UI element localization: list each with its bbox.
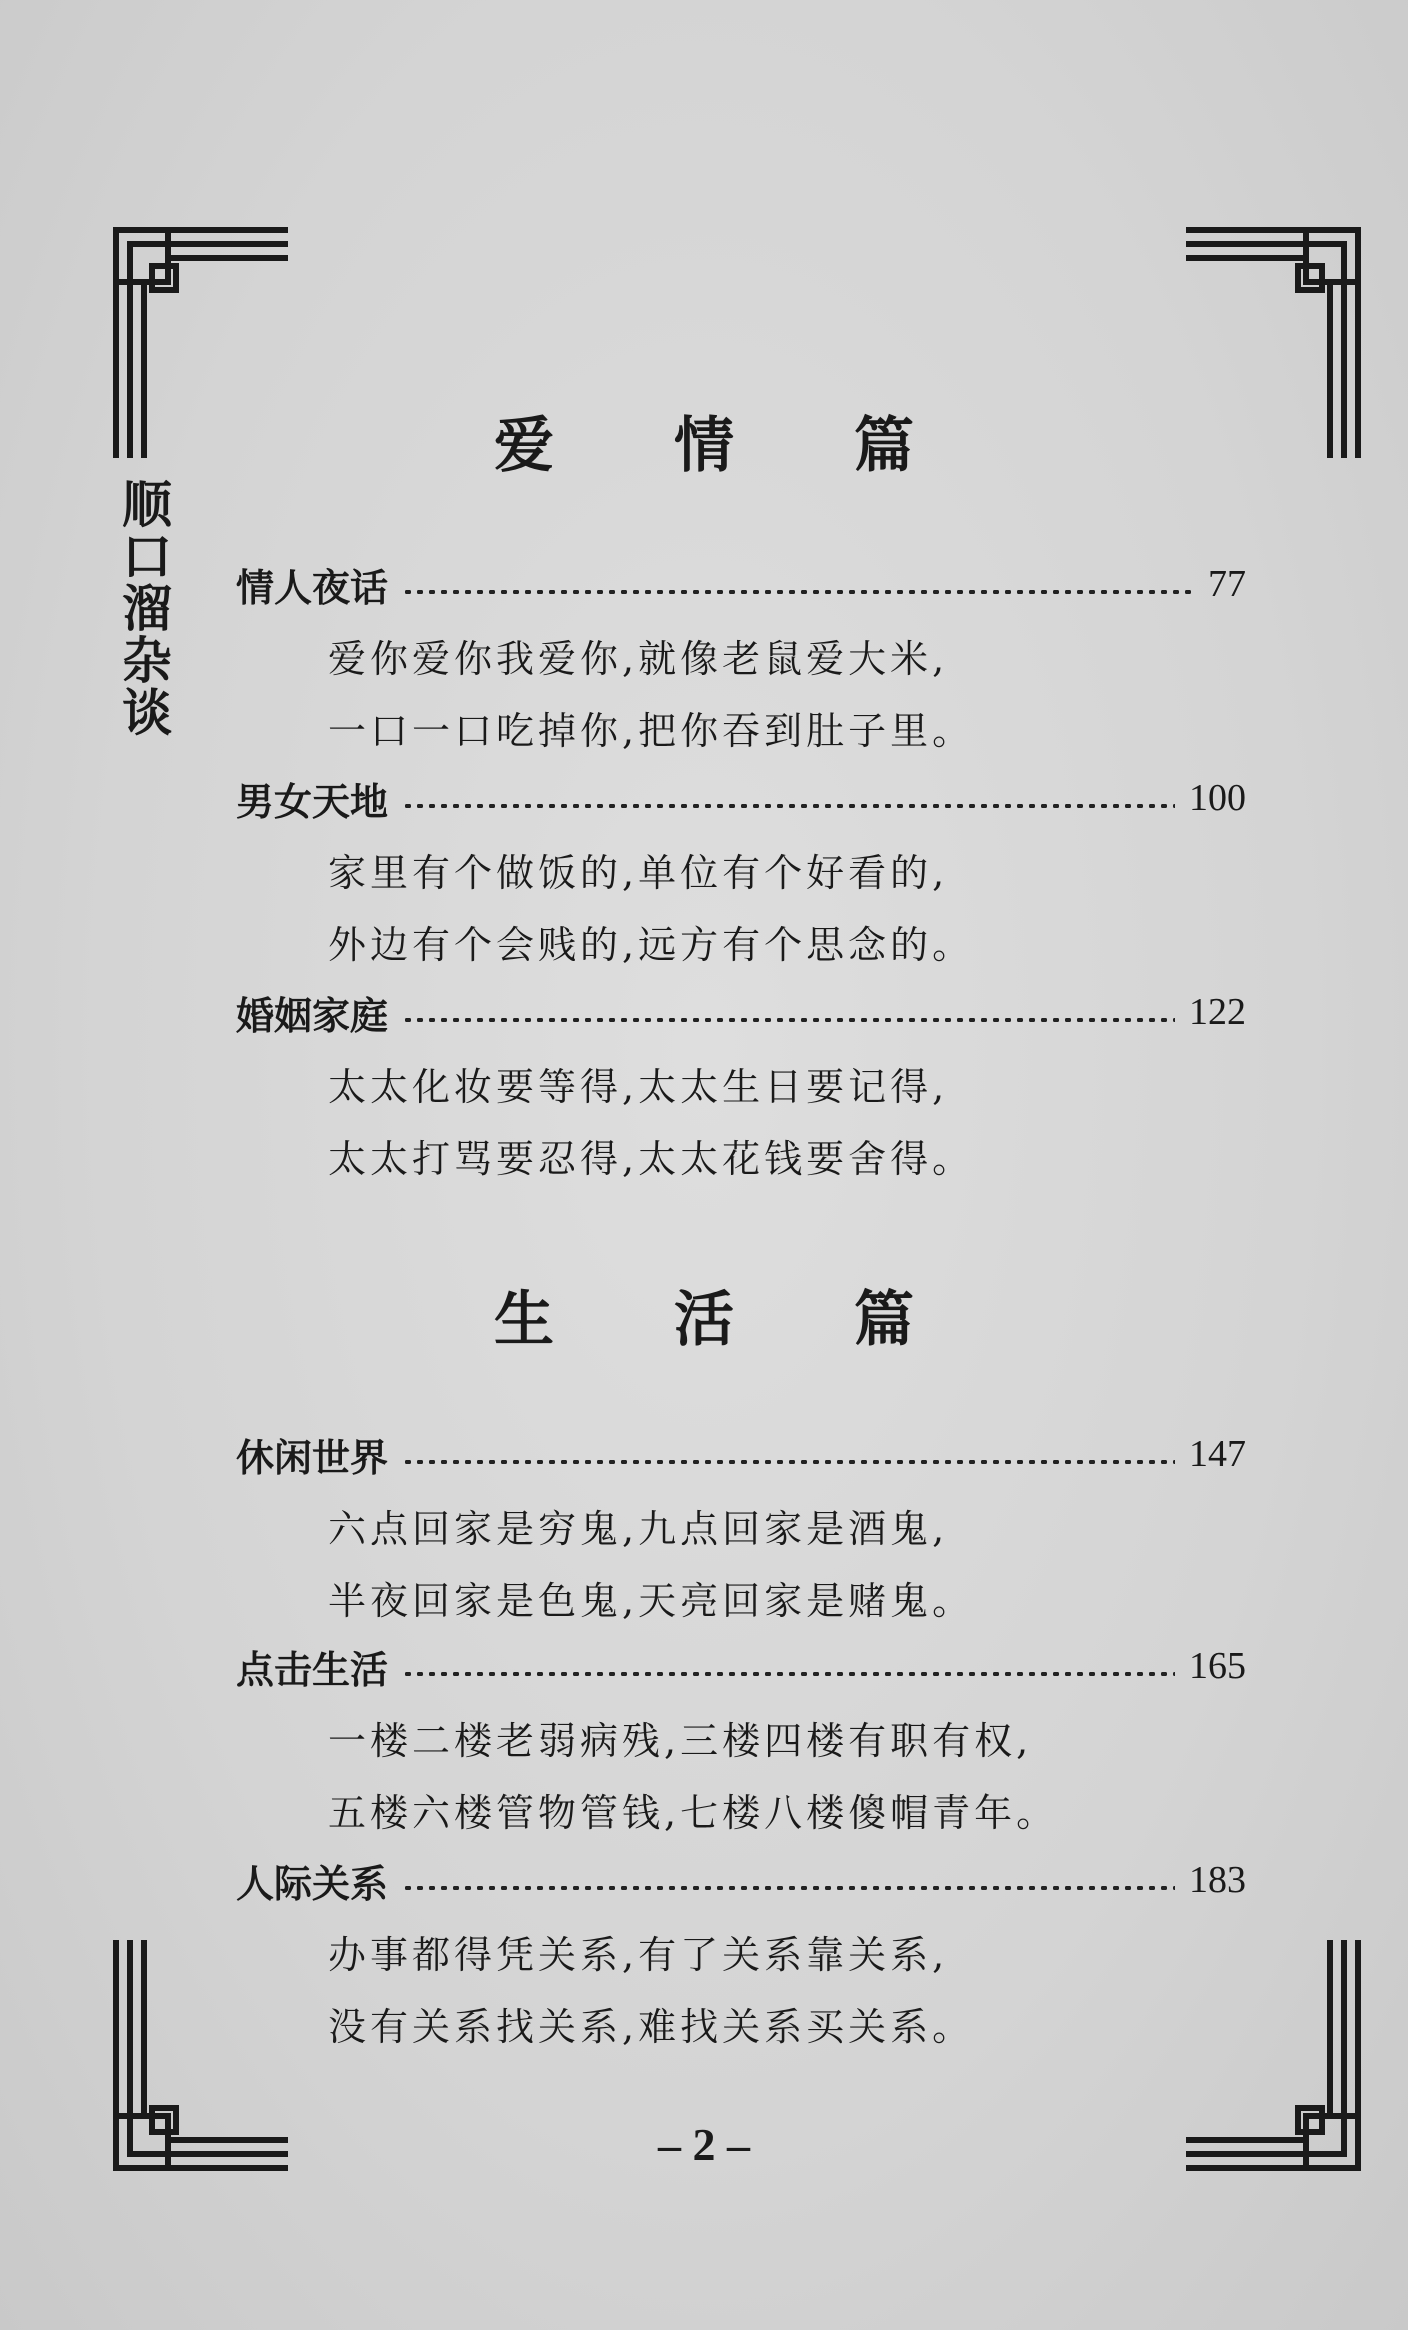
verse-line: 外边有个会贱的,远方有个思念的。 <box>328 923 975 967</box>
verse-line: 太太打骂要忍得,太太花钱要舍得。 <box>328 1137 975 1181</box>
section-title-life: 生活篇 <box>494 1285 1034 1355</box>
verse-line: 办事都得凭关系,有了关系靠关系, <box>328 1933 949 1977</box>
leader-dots <box>402 1460 1175 1464</box>
verse-line: 太太化妆要等得,太太生日要记得, <box>328 1065 949 1109</box>
entry-title: 情人夜话 <box>236 565 389 610</box>
page-number: 77 <box>1208 563 1246 605</box>
entry-title: 男女天地 <box>236 779 389 824</box>
leader-dots <box>402 590 1194 594</box>
page-number: 122 <box>1189 991 1246 1033</box>
page-number: 100 <box>1189 777 1246 819</box>
verse-line: 六点回家是穷鬼,九点回家是酒鬼, <box>328 1507 949 1551</box>
verse-line: 一楼二楼老弱病残,三楼四楼有职有权, <box>328 1719 1033 1763</box>
entry-title: 人际关系 <box>236 1861 389 1906</box>
toc-entry[interactable] <box>236 982 1246 1042</box>
verse-line: 半夜回家是色鬼,天亮回家是赌鬼。 <box>328 1579 975 1623</box>
toc-entry[interactable] <box>236 1424 1246 1484</box>
verse-line: 五楼六楼管物管钱,七楼八楼傻帽青年。 <box>328 1791 1059 1835</box>
leader-dots <box>402 1018 1175 1022</box>
leader-dots <box>402 1886 1175 1890</box>
verse-line: 爱你爱你我爱你,就像老鼠爱大米, <box>328 637 949 681</box>
entry-title: 婚姻家庭 <box>236 993 389 1038</box>
toc-entry[interactable] <box>236 1850 1246 1910</box>
verse-line: 没有关系找关系,难找关系买关系。 <box>328 2005 975 2049</box>
page-number: 183 <box>1189 1859 1246 1901</box>
page-number: 165 <box>1189 1645 1246 1687</box>
entry-title: 休闲世界 <box>236 1435 389 1480</box>
verse-line: 一口一口吃掉你,把你吞到肚子里。 <box>328 709 975 753</box>
running-title: 顺口溜杂谈 <box>114 478 172 738</box>
page-number: 147 <box>1189 1433 1246 1475</box>
leader-dots <box>402 1672 1175 1676</box>
toc-entry[interactable] <box>236 1636 1246 1696</box>
verse-line: 家里有个做饭的,单位有个好看的, <box>328 851 949 895</box>
section-title-love: 爱情篇 <box>494 411 1034 481</box>
toc-entry[interactable] <box>236 554 1246 614</box>
entry-title: 点击生活 <box>236 1647 389 1692</box>
folio-page-number: – 2 – <box>658 2119 750 2170</box>
leader-dots <box>402 804 1175 808</box>
toc-entry[interactable] <box>236 768 1246 828</box>
